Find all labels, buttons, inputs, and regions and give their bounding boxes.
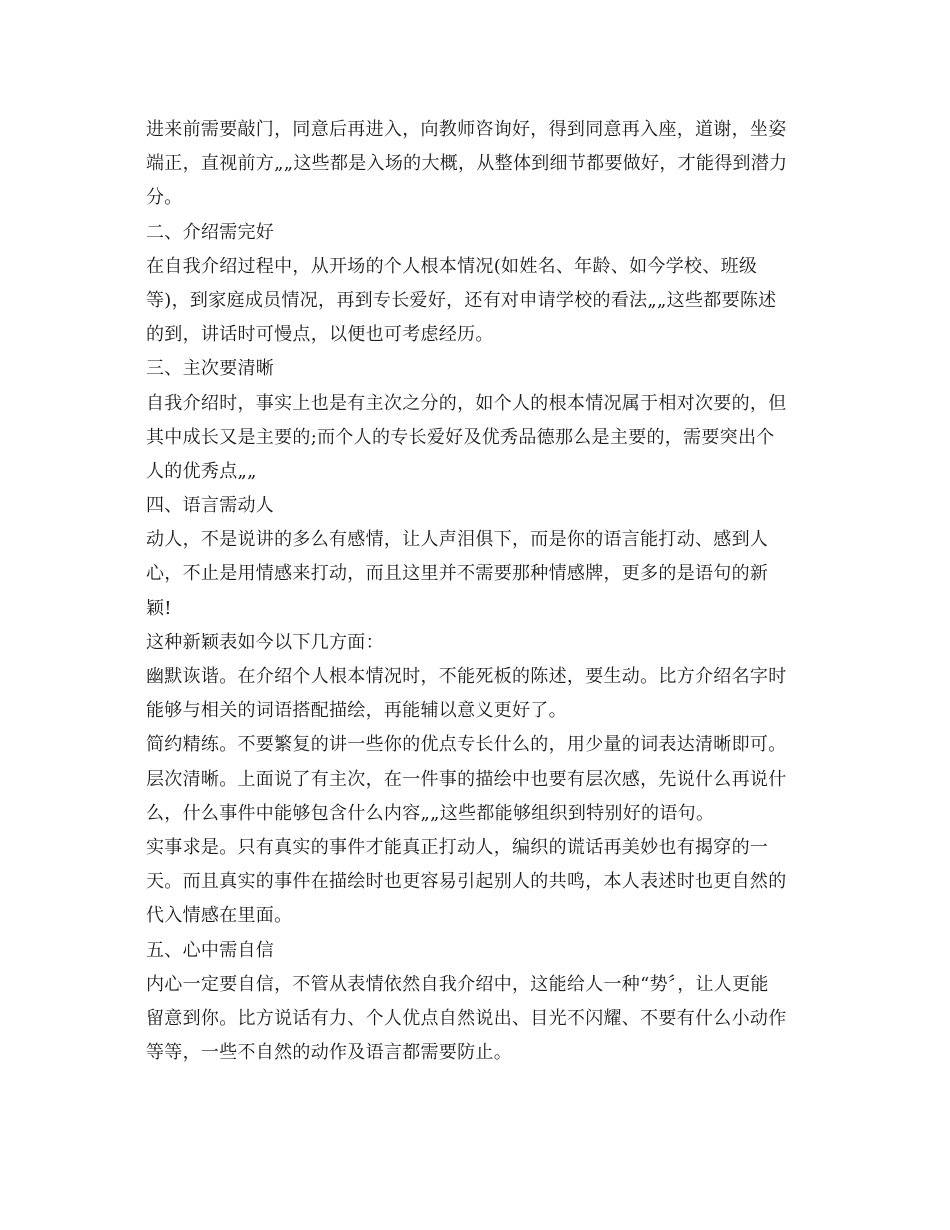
text-line: 人的优秀点„„ (146, 460, 257, 482)
section-heading: 五、心中需自信 (146, 939, 275, 961)
text-line: 动人，不是说讲的多么有感情，让人声泪俱下，而是你的语言能打动、感到人 (146, 529, 769, 551)
text-line: 的到，讲话时可慢点，以便也可考虑经历。 (146, 324, 494, 346)
text-line: 自我介绍时，事实上也是有主次之分的，如个人的根本情况属于相对次要的，但 (146, 392, 787, 414)
text-line: 内心一定要自信，不管从表情依然自我介绍中，这能给人一种“势〞，让人更能 (146, 973, 769, 995)
text-line: 简约精练。不要繁复的讲一些你的优点专长什么的，用少量的词表达清晰即可。 (146, 734, 787, 756)
text-line: 代入情感在里面。 (146, 905, 293, 927)
text-line: 颖! (146, 597, 172, 619)
text-line: 分。 (146, 187, 183, 209)
text-line: 进来前需要敲门，同意后再进入，向教师咨询好，得到同意再入座，道谢，坐姿 (146, 119, 787, 140)
text-line: 实事求是。只有真实的事件才能真正打动人，编织的谎话再美妙也有揭穿的一 (146, 836, 769, 858)
section-heading: 二、介绍需完好 (146, 221, 275, 243)
text-line: 留意到你。比方说话有力、个人优点自然说出、目光不闪耀、不要有什么小动作 (146, 1007, 787, 1029)
text-line: 其中成长又是主要的;而个人的专长爱好及优秀品德那么是主要的，需要突出个 (146, 426, 775, 448)
section-heading: 四、语言需动人 (146, 495, 275, 517)
text-line: 在自我介绍过程中，从开场的个人根本情况(如姓名、年龄、如今学校、班级 (146, 255, 758, 277)
text-line: 心，不止是用情感来打动，而且这里并不需要那种情感牌，更多的是语句的新 (146, 563, 769, 585)
text-line: 端正，直视前方„„这些都是入场的大概，从整体到细节都要做好，才能得到潜力 (146, 153, 788, 175)
section-heading: 三、主次要清晰 (146, 358, 275, 380)
text-line: 幽默诙谐。在介绍个人根本情况时，不能死板的陈述，要生动。比方介绍名字时 (146, 666, 787, 687)
text-line: 这种新颖表如今以下几方面： (146, 631, 384, 653)
text-line: 等)，到家庭成员情况，再到专长爱好，还有对申请学校的看法„„这些都要陈述 (146, 289, 777, 311)
text-line: 等等，一些不自然的动作及语言都需要防止。 (146, 1042, 512, 1064)
text-line: 天。而且真实的事件在描绘时也更容易引起别人的共鸣，本人表述时也更自然的 (146, 871, 787, 893)
text-line: 么，什么事件中能够包含什么内容„„这些都能够组织到特别好的语句。 (146, 802, 715, 824)
text-line: 层次清晰。上面说了有主次，在一件事的描绘中也要有层次感，先说什么再说什 (146, 768, 787, 790)
text-line: 能够与相关的词语搭配描绘，再能辅以意义更好了。 (146, 700, 567, 722)
document-body (146, 113, 808, 1070)
